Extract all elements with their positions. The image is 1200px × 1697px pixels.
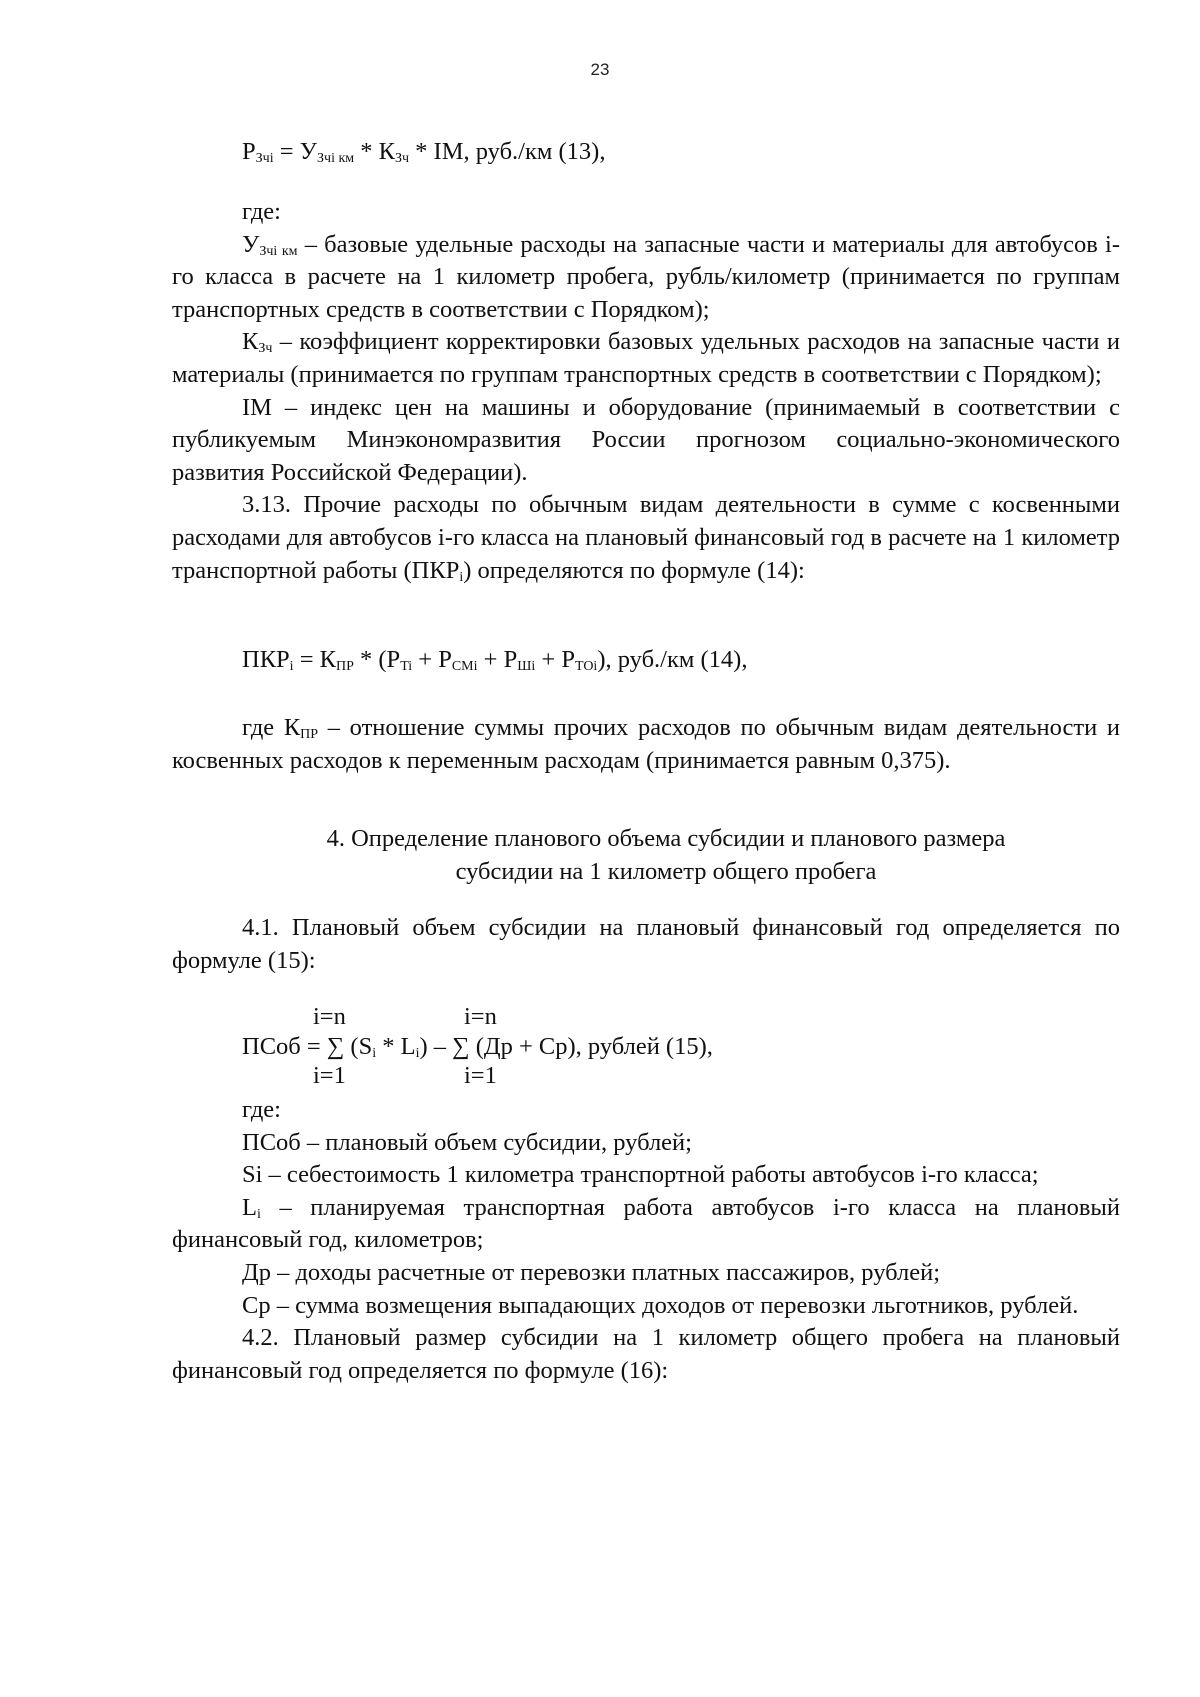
definition-sr: Ср – сумма возмещения выпадающих доходов от перевозки льготников, рублей. <box>242 1291 1079 1319</box>
section-4-heading-line2: субсидии на 1 километр общего пробега <box>455 858 877 885</box>
definition-kpr: где $К_{ПР}$ – отношение суммы прочих расходов по обычным видам деятельности и косвенных расходов к переменным расходам (принимается равным 0,375). <box>172 714 1120 774</box>
paragraph-4-2: 4.2. Плановый размер субсидии на 1 километр общего пробега на плановый финансовый год определяется по формуле (16): <box>172 1324 1120 1384</box>
sum1-upper-limit: i=n <box>313 1003 346 1030</box>
sum1-lower-limit: i=1 <box>313 1062 346 1089</box>
section-4-heading-line1: 4. Определение планового объема субсидии и планового размера <box>326 825 1006 852</box>
definition-li: $L_i$ – планируемая транспортная работа автобусов i-го класса на плановый финансовый год, километров; <box>172 1193 1120 1254</box>
sum2-lower-limit: i=1 <box>464 1062 497 1089</box>
definition-dr: Др – доходы расчетные от перевозки платных пассажиров, рублей; <box>242 1258 941 1286</box>
formula-13: $Р_{Зчi} = У_{Зчi км} * К_{Зч}$ * IМ, руб./км (13), <box>242 138 606 166</box>
definition-psob: ПСоб – плановый объем субсидии, рублей; <box>242 1128 692 1156</box>
where-label-2: где: <box>242 1096 281 1123</box>
definition-kpr-block <box>172 712 1120 777</box>
paragraph-4-1-block <box>172 912 1120 977</box>
page-number: 23 <box>590 60 610 79</box>
formula-14: $ПКР_i = К_{ПР} * (Р_{Ti} + Р_{СМi} + Р_{Шi} + Р_{ТОi})$, руб./км (14), <box>242 646 748 674</box>
paragraph-4-1: 4.1. Плановый объем субсидии на плановый финансовый год определяется по формуле (15): <box>172 914 1120 974</box>
definition-si: Si – себестоимость 1 километра транспортной работы автобусов i-го класса; <box>242 1161 1039 1189</box>
section-4-heading <box>172 822 1120 888</box>
definition-u-zch: $У_{Зчi км}$ – базовые удельные расходы на запасные части и материалы для автобусов i-го класса в расчете на 1 километр пробега, рубль/километр (принимается по группам транспортных средств в соответствии с Порядком); <box>172 230 1120 323</box>
formula-15-main: ПСоб = ∑ $(S_i * L_i)$ – ∑ (Др + Ср), рублей (15), <box>242 1033 713 1061</box>
definitions-13 <box>172 196 1120 587</box>
paragraph-3-13: 3.13. Прочие расходы по обычным видам деятельности в сумме с косвенными расходами для автобусов i-го класса на плановый финансовый год в расчете на 1 километр транспортной работы $(ПКР_i)$ определяются по формуле (14): <box>172 491 1120 585</box>
definition-im: IМ – индекс цен на машины и оборудование (принимаемый в соответствии с публикуемым Минэкономразвития России прогнозом социально-экономического развития Российской Федерации). <box>172 393 1120 486</box>
definition-k-zch: $К_{Зч}$ – коэффициент корректировки базовых удельных расходов на запасные части и материалы (принимается по группам транспортных средств в соответствии с Порядком); <box>172 328 1120 388</box>
sum2-upper-limit: i=n <box>464 1003 497 1030</box>
where-label: где: <box>242 198 281 225</box>
definitions-15 <box>172 1094 1120 1387</box>
